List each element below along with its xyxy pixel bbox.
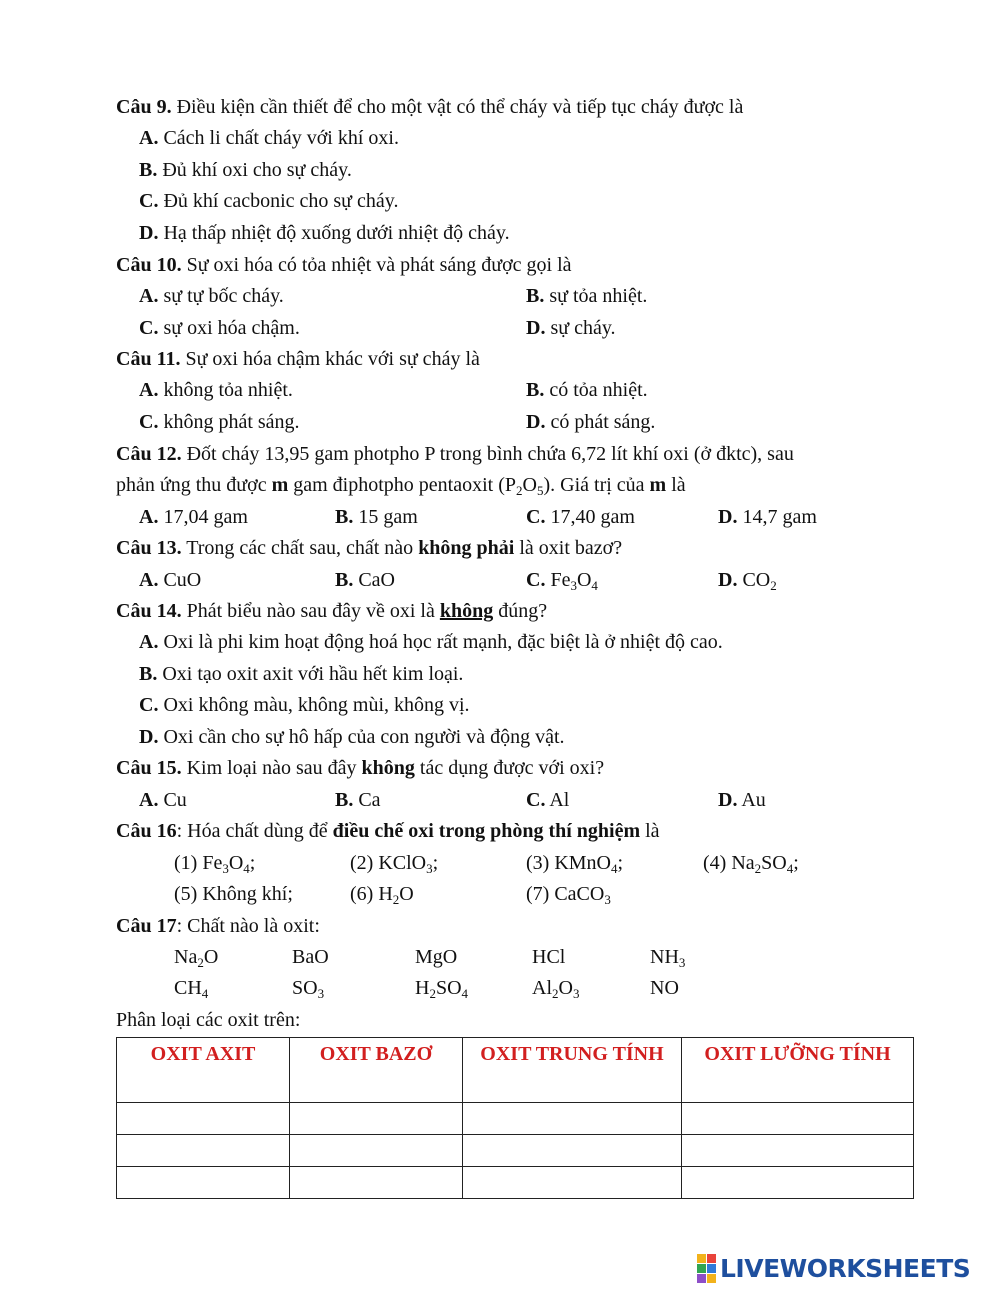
question-10-option-b[interactable]: B. sự tỏa nhiệt. [526,285,648,307]
answer-cell[interactable] [463,1135,682,1167]
answer-cell[interactable] [682,1167,914,1199]
question-14-stem: Câu 14. Phát biểu nào sau đây về oxi là không đúng? [116,600,548,622]
question-14-option-d[interactable]: D. Oxi cần cho sự hô hấp của con người và động vật. [139,726,565,748]
question-14-option-c[interactable]: C. Oxi không màu, không mùi, không vị. [139,694,470,716]
compound-mgo: MgO [415,946,458,968]
answer-cell[interactable] [682,1135,914,1167]
answer-cell[interactable] [463,1167,682,1199]
question-16-item-5: (5) Không khí; [174,883,293,905]
question-11-option-b[interactable]: B. có tỏa nhiệt. [526,379,648,401]
liveworksheets-logo-text: LIVEWORKSHEETS [720,1254,971,1283]
table-row [117,1135,914,1167]
question-13-option-c[interactable]: C. $Fe_3O_4$ [526,569,598,593]
question-14-option-b[interactable]: B. Oxi tạo oxit axit với hầu hết kim loại. [139,663,464,685]
question-12-option-b[interactable]: B. 15 gam [335,506,418,528]
question-15-stem: Câu 15. Kim loại nào sau đây không tác dụng được với oxi? [116,757,605,779]
question-9-option-b[interactable]: B. Đủ khí oxi cho sự cháy. [139,159,352,181]
question-13-option-a[interactable]: A. CuO [139,569,202,591]
question-16-item-3: (3) KMnO$_4$; [526,852,624,876]
question-9-option-c[interactable]: C. Đủ khí cacbonic cho sự cháy. [139,190,399,212]
question-11-option-a[interactable]: A. không tỏa nhiệt. [139,379,293,401]
answer-cell[interactable] [463,1103,682,1135]
compound-na2o: $Na_2O$ [174,946,219,970]
answer-cell[interactable] [290,1103,463,1135]
question-10-stem: Câu 10. Sự oxi hóa có tỏa nhiệt và phát sáng được gọi là [116,254,572,276]
question-16-item-6: (6) $H_2O$ [350,883,414,907]
compound-nh3: $NH_3$ [650,946,686,970]
liveworksheets-logo [697,1254,970,1283]
question-13-stem: Câu 13. Trong các chất sau, chất nào không phải là oxit bazơ? [116,537,623,559]
question-16-item-1: (1) $Fe_3O_4$; [174,852,256,876]
question-12-stem-line-1: Câu 12. Đốt cháy 13,95 gam photpho P trong bình chứa 6,72 lít khí oxi (ở đktc), sau [116,443,794,465]
table-row [117,1103,914,1135]
question-11-stem: Câu 11. Sự oxi hóa chậm khác với sự cháy là [116,348,480,370]
question-10-option-d[interactable]: D. sự cháy. [526,317,616,339]
answer-cell[interactable] [290,1167,463,1199]
question-12-option-c[interactable]: C. 17,40 gam [526,506,635,528]
compound-ch4: $CH_4$ [174,977,209,1001]
answer-cell[interactable] [117,1167,290,1199]
question-10-option-c[interactable]: C. sự oxi hóa chậm. [139,317,300,339]
answer-cell[interactable] [682,1103,914,1135]
question-12-option-d[interactable]: D. 14,7 gam [718,506,817,528]
compound-h2so4: $H_2SO_4$ [415,977,469,1001]
table-row [117,1167,914,1199]
question-9-stem: Câu 9. Điều kiện cần thiết để cho một vật có thể cháy và tiếp tục cháy được là [116,96,744,118]
answer-cell[interactable] [290,1135,463,1167]
question-17-stem: Câu 17: Chất nào là oxit: [116,915,320,937]
header-oxit-trung-tinh: OXIT TRUNG TÍNH [463,1038,682,1103]
question-16-item-4: (4) $Na_2SO_4$; [703,852,799,876]
question-16-stem: Câu 16: Hóa chất dùng để điều chế oxi trong phòng thí nghiệm là [116,820,660,842]
question-13-option-d[interactable]: D. $CO_2$ [718,569,777,593]
classification-prompt: Phân loại các oxit trên: [116,1009,301,1031]
compound-so3: $SO_3$ [292,977,325,1001]
compound-al2o3: $Al_2O_3$ [532,977,580,1001]
question-14-option-a[interactable]: A. Oxi là phi kim hoạt động hoá học rất mạnh, đặc biệt là ở nhiệt độ cao. [139,631,723,653]
header-oxit-axit: OXIT AXIT [117,1038,290,1103]
answer-cell[interactable] [117,1135,290,1167]
compound-bao: BaO [292,946,329,968]
compound-hcl: HCl [532,946,566,968]
question-10-option-a[interactable]: A. sự tự bốc cháy. [139,285,284,307]
question-12-stem-line-2: phản ứng thu được m gam điphotpho pentaoxit $(P_2O_5)$. Giá trị của m là [116,474,686,498]
question-9-option-d[interactable]: D. Hạ thấp nhiệt độ xuống dưới nhiệt độ cháy. [139,222,510,244]
question-11-option-d[interactable]: D. có phát sáng. [526,411,656,433]
oxide-classification-table [116,1037,914,1199]
question-15-option-c[interactable]: C. Al [526,789,570,811]
compound-no: NO [650,977,679,999]
question-15-option-a[interactable]: A. Cu [139,789,187,811]
question-16-item-7: (7) CaCO$_3$ [526,883,611,907]
question-13-option-b[interactable]: B. CaO [335,569,396,591]
header-oxit-luong-tinh: OXIT LƯỠNG TÍNH [682,1038,914,1103]
answer-cell[interactable] [117,1103,290,1135]
question-11-option-c[interactable]: C. không phát sáng. [139,411,300,433]
question-16-item-2: (2) KClO$_3$; [350,852,439,876]
question-15-option-b[interactable]: B. Ca [335,789,381,811]
header-oxit-bazo: OXIT BAZƠ [290,1038,463,1103]
question-9-option-a[interactable]: A. Cách li chất cháy với khí oxi. [139,127,399,149]
liveworksheets-logo-icon [697,1254,716,1283]
question-15-option-d[interactable]: D. Au [718,789,766,811]
question-12-option-a[interactable]: A. 17,04 gam [139,506,248,528]
